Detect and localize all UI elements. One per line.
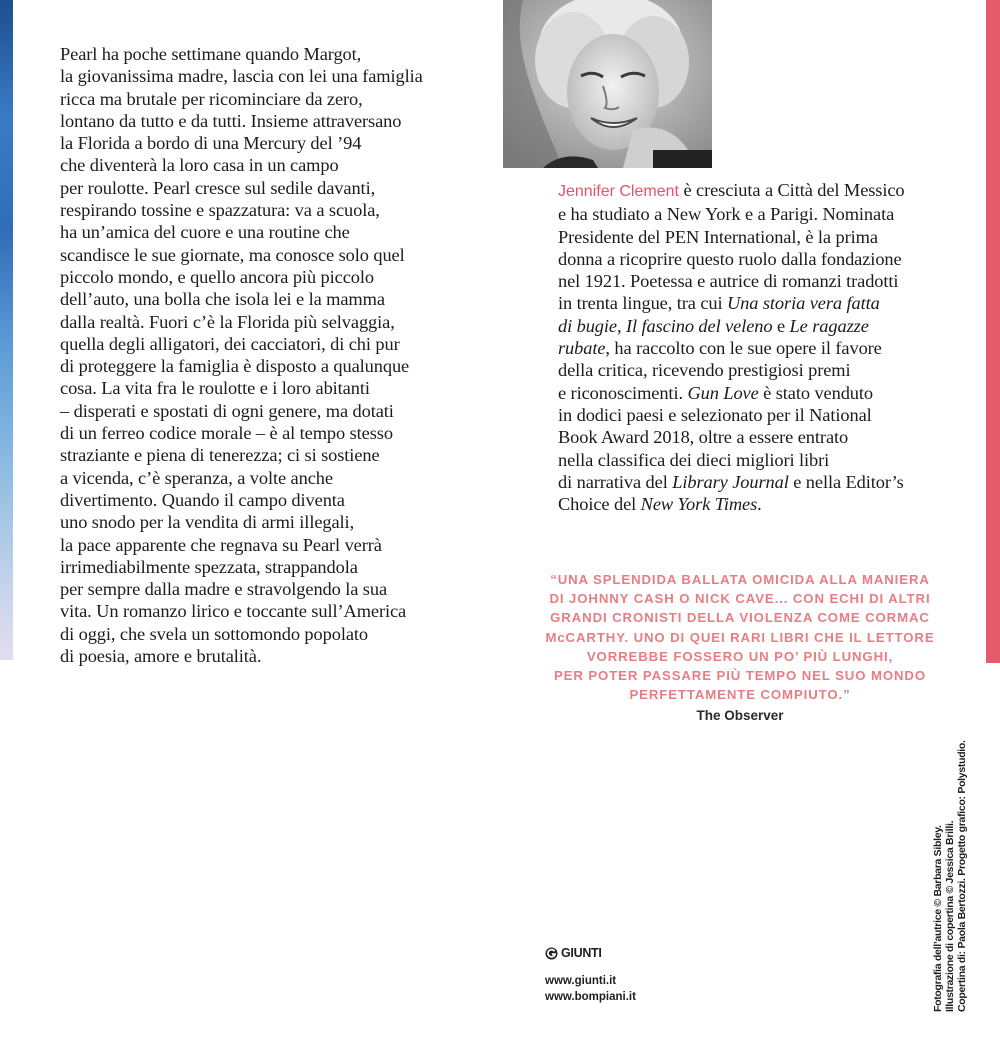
bio-line: donna a ricoprire questo ruolo dalla fondazione <box>558 248 902 269</box>
bio-text: e <box>772 315 790 336</box>
image-credits <box>932 732 968 1012</box>
bio-line <box>558 471 958 493</box>
synopsis-line: a vicenda, c’è speranza, a volte anche <box>60 467 333 488</box>
bio-line <box>558 292 958 314</box>
synopsis-line: ricca ma brutale per ricominciare da zero, <box>60 88 363 109</box>
synopsis-line: la giovanissima madre, lascia con lei una famiglia <box>60 66 423 87</box>
quote-line: McCARTHY. UNO DI QUEI RARI LIBRI CHE IL LETTORE <box>545 629 935 645</box>
bio-line <box>558 337 958 359</box>
bio-text: è stato venduto <box>758 382 874 403</box>
quote-line: “UNA SPLENDIDA BALLATA OMICIDA ALLA MANIERA <box>550 572 930 587</box>
bio-text: , <box>616 315 626 336</box>
synopsis-line: di poesia, amore e brutalità. <box>60 646 262 667</box>
author-biography <box>558 179 958 515</box>
book-title: Una storia vera fatta <box>727 293 880 314</box>
author-portrait-icon <box>503 0 712 168</box>
giunti-website-link[interactable]: www.giunti.it <box>545 975 617 987</box>
publication-title: New York Times <box>640 494 758 515</box>
book-title: Il fascino del veleno <box>625 315 773 336</box>
synopsis-line: per sempre dalla madre e stravolgendo la sua <box>60 579 388 600</box>
cover-illustration-edge <box>0 0 13 660</box>
bompiani-website-link[interactable]: www.bompiani.it <box>545 991 636 1003</box>
synopsis-line: cosa. La vita fra le roulotte e i loro abitanti <box>60 378 370 399</box>
quote-line: DI JOHNNY CASH O NICK CAVE... CON ECHI DI ALTRI <box>549 591 931 607</box>
press-quote <box>540 570 940 704</box>
quote-line: PER POTER PASSARE PIÙ TEMPO NEL SUO MONDO <box>553 668 926 684</box>
credit-line: Illustrazione di copertina © Jessica Brilli. <box>944 820 956 1012</box>
bio-text: di narrativa del <box>558 471 673 492</box>
book-title: Le ragazze <box>789 315 869 336</box>
author-name: Jennifer Clement <box>558 183 679 200</box>
synopsis-line: che diventerà la loro casa in un campo <box>60 155 339 176</box>
bio-text: , ha raccolto con le sue opere il favore <box>605 338 882 359</box>
synopsis-line: straziante e piena di tenerezza; ci si sostiene <box>60 445 380 466</box>
synopsis-line: dalla realtà. Fuori c’è la Florida più selvaggia, <box>60 311 395 332</box>
credit-line: Fotografia dell’autrice © Barbara Sibley. <box>932 825 944 1012</box>
synopsis-line: di oggi, che svela un sottomondo popolato <box>60 623 368 644</box>
bio-line: Presidente del PEN International, è la prima <box>558 226 878 247</box>
publication-title: Library Journal <box>672 471 789 492</box>
synopsis-line: di proteggere la famiglia è disposto a qualunque <box>60 356 410 377</box>
synopsis-line: la Florida a bordo di una Mercury del ’94 <box>60 133 362 154</box>
giunti-logo-icon <box>545 947 558 960</box>
publisher-logo <box>545 946 636 960</box>
book-title: rubate <box>558 338 606 359</box>
quote-line: PERFETTAMENTE COMPIUTO.” <box>629 687 851 703</box>
publisher-block <box>545 946 636 1005</box>
synopsis-line: quella degli alligatori, dei cacciatori, di chi pur <box>60 333 400 354</box>
publisher-logo-text: GIUNTI <box>561 946 602 960</box>
bio-line <box>558 315 958 337</box>
synopsis-line: di un ferreo codice morale – è al tempo stesso <box>60 423 393 444</box>
synopsis-line: dell’auto, una bolla che isola lei e la mamma <box>60 289 385 310</box>
bio-text: in trenta lingue, tra cui <box>558 293 727 314</box>
synopsis-line: Pearl ha poche settimane quando Margot, <box>60 44 362 64</box>
bio-text: è cresciuta a Città del Messico <box>678 180 905 200</box>
synopsis-line: uno snodo per la vendita di armi illegali, <box>60 512 355 533</box>
book-synopsis <box>60 43 440 667</box>
bio-line: nel 1921. Poetessa e autrice di romanzi tradotti <box>558 271 899 292</box>
bio-line: nella classifica dei dieci migliori libri <box>558 449 830 470</box>
synopsis-line: per roulotte. Pearl cresce sul sedile davanti, <box>60 177 376 198</box>
synopsis-line: irrimediabilmente spezzata, strappandola <box>60 556 358 577</box>
book-title: Gun Love <box>687 382 759 403</box>
author-photo <box>503 0 712 168</box>
synopsis-line: respirando tossine e spazzatura: va a scuola, <box>60 200 380 221</box>
bio-line <box>558 493 958 515</box>
bio-line: e ha studiato a New York e a Parigi. Nominata <box>558 204 895 225</box>
book-title: di bugie <box>558 315 617 336</box>
quote-line: VORREBBE FOSSERO UN PO’ PIÙ LUNGHI, <box>586 648 894 664</box>
bio-line: in dodici paesi e selezionato per il National <box>558 404 872 425</box>
synopsis-line: divertimento. Quando il campo diventa <box>60 489 345 510</box>
quote-line: GRANDI CRONISTI DELLA VIOLENZA COME CORMAC <box>550 610 930 626</box>
bio-line <box>558 382 958 404</box>
synopsis-line: la pace apparente che regnava su Pearl verrà <box>60 534 382 555</box>
bio-line: della critica, ricevendo prestigiosi premi <box>558 360 851 381</box>
synopsis-line: – disperati e spostati di ogni genere, ma dotati <box>60 400 394 421</box>
bio-text: . <box>757 494 762 515</box>
synopsis-line: piccolo mondo, e quello ancora più piccolo <box>60 266 374 287</box>
bio-line: Book Award 2018, oltre a essere entrato <box>558 427 849 448</box>
synopsis-line: ha un’amica del cuore e una routine che <box>60 222 350 243</box>
credit-line: Copertina di: Paola Bertozzi. Progetto grafico: Polystudio. <box>956 740 968 1012</box>
bio-text: Choice del <box>558 494 641 515</box>
accent-stripe <box>986 0 1000 663</box>
bio-text: e nella Editor’s <box>788 471 904 492</box>
quote-source: The Observer <box>696 708 784 723</box>
synopsis-line: lontano da tutto e da tutti. Insieme attraversano <box>60 110 402 131</box>
bio-text: e riconoscimenti. <box>558 382 688 403</box>
synopsis-line: scandisce le sue giornate, ma conosce solo quel <box>60 244 405 265</box>
synopsis-line: vita. Un romanzo lirico e toccante sull’America <box>60 601 407 622</box>
